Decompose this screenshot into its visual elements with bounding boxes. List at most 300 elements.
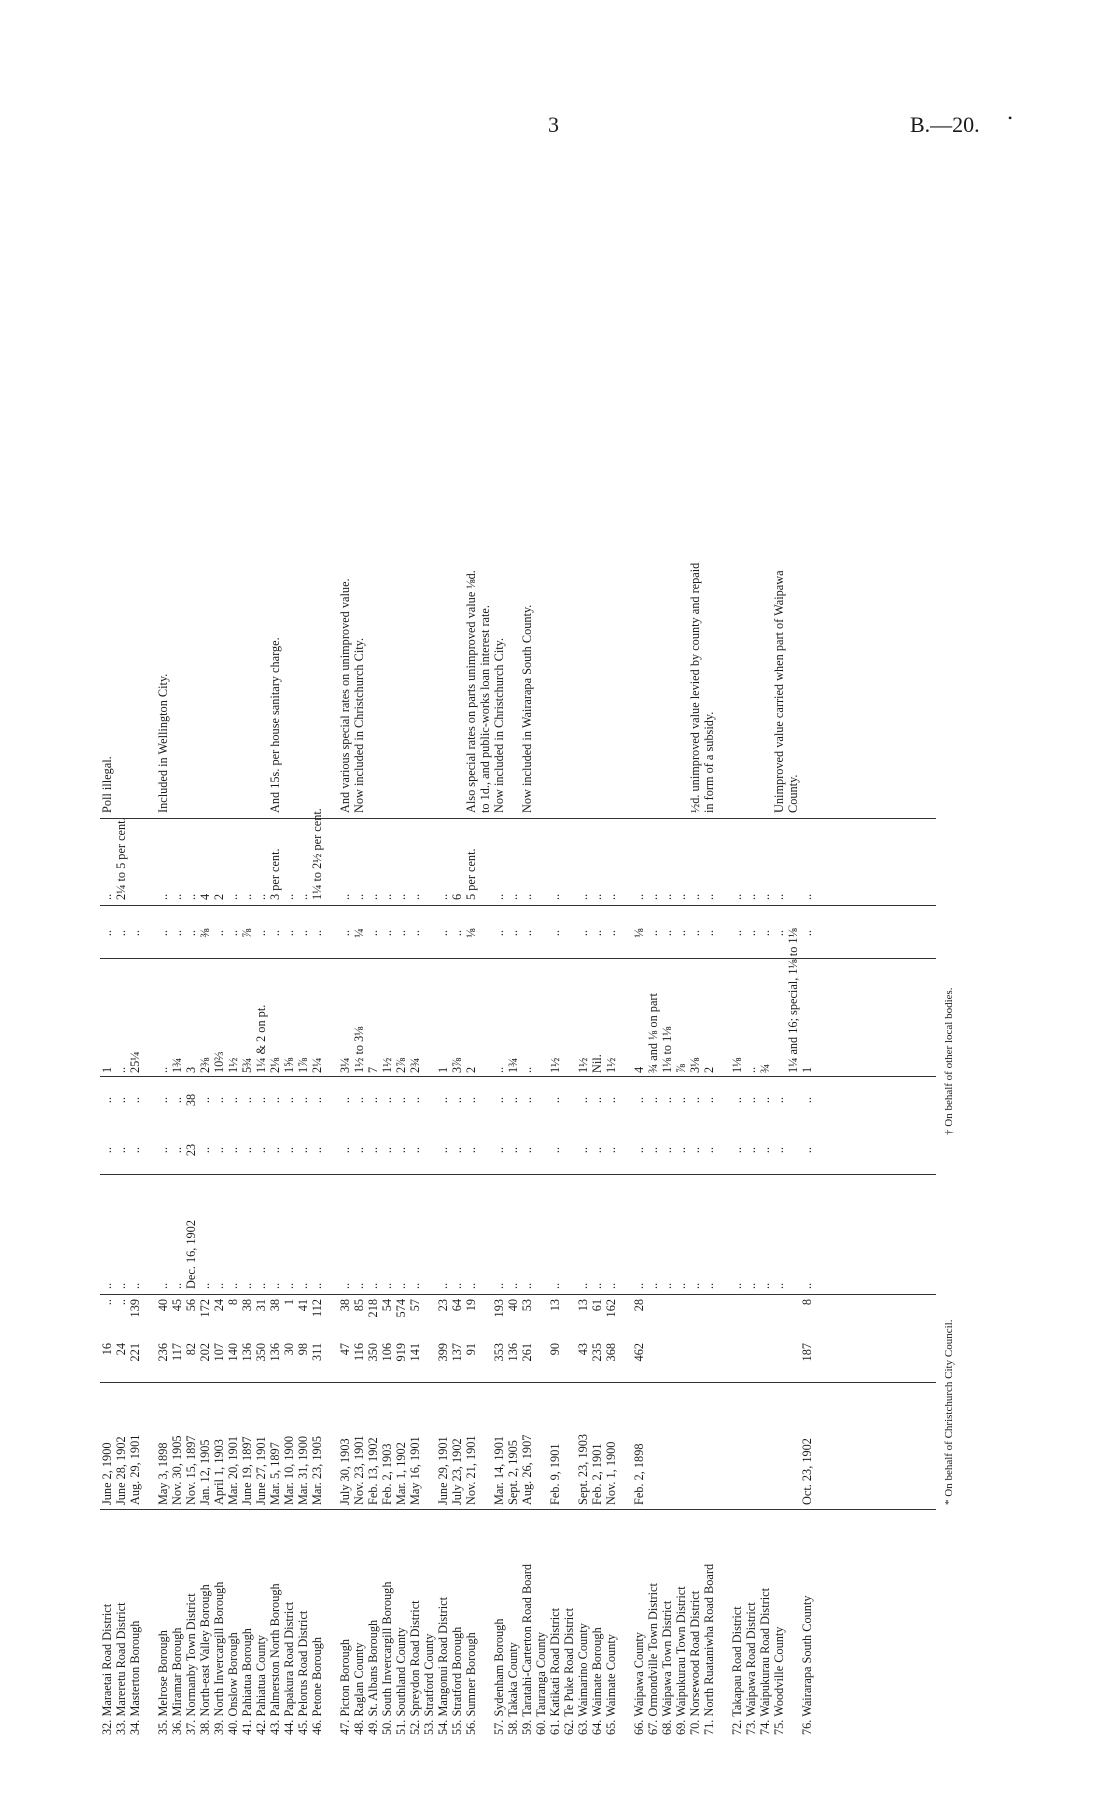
table-cell: .. (296, 1096, 310, 1104)
table-cell: 1¾ (506, 1057, 520, 1073)
table-cell (324, 961, 338, 1073)
table-cell: July 23, 1902 (450, 1438, 464, 1505)
table-cell: .. (282, 1282, 296, 1289)
table-cell: .. (674, 1096, 688, 1104)
table-cell: 2 (702, 1066, 716, 1073)
table-cell: 71. North Ruataniwha Road Board (702, 1563, 716, 1735)
table-cell (534, 1385, 548, 1505)
table-cell (660, 1343, 674, 1379)
table-cell: .. (702, 1282, 716, 1289)
table-cell (562, 173, 576, 813)
table-cell (534, 911, 548, 955)
table-cell: .. (492, 893, 506, 900)
table-cell (646, 1385, 660, 1505)
table-cell: .. (674, 893, 688, 900)
table-cell: .. (394, 893, 408, 900)
table-cell (562, 1080, 576, 1120)
table-cell: .. (268, 1096, 282, 1104)
table-cell: June 28, 1902 (114, 1436, 128, 1505)
table-cell: 187 (800, 1343, 814, 1362)
table-cell: .. (226, 1096, 240, 1104)
table-cell: 5¾ (240, 1057, 254, 1073)
table-cell: 350 (366, 1343, 380, 1362)
table-cell: .. (730, 1146, 744, 1154)
table-cell: .. (114, 1146, 128, 1154)
table-cell (422, 1130, 436, 1170)
table-cell: 2⅛ (268, 1057, 282, 1073)
table-cell: 30 (282, 1343, 296, 1356)
table-cell: June 29, 1901 (436, 1436, 450, 1505)
table-cell: 3⅛ (688, 1057, 702, 1073)
table-cell: 90 (548, 1343, 562, 1356)
table-cell: .. (744, 929, 758, 937)
table-cell: .. (352, 1282, 366, 1289)
table-cell (702, 1343, 716, 1379)
table-cell: 41 (296, 1299, 310, 1312)
table-cell: 218 (366, 1299, 380, 1318)
table-cell (716, 1130, 730, 1170)
table-cell: .. (436, 1146, 450, 1154)
table-cell: Now included in Christchurch City. (352, 637, 366, 813)
table-cell (478, 820, 492, 900)
table-cell: 68. Waipawa Town District (660, 1600, 674, 1735)
table-cell: .. (184, 893, 198, 900)
table-cell: .. (380, 1146, 394, 1154)
table-cell: 6 (450, 893, 464, 900)
table-cell (408, 173, 422, 813)
table-cell: 69. Waipukurau Town District (674, 1586, 688, 1735)
table-cell (534, 820, 548, 900)
table-cell: 51. Southland County (394, 1627, 408, 1735)
table-cell: 56 (184, 1299, 198, 1312)
table-cell: .. (254, 1096, 268, 1104)
table-cell: .. (450, 929, 464, 937)
table-cell: .. (212, 1282, 226, 1289)
table-cell: .. (366, 1096, 380, 1104)
table-cell: .. (492, 929, 506, 937)
table-cell: 172 (198, 1299, 212, 1318)
table-cell (786, 1343, 800, 1379)
votes-for-column (100, 1343, 814, 1379)
table-cell: .. (436, 929, 450, 937)
table-cell (478, 1179, 492, 1289)
table-cell (534, 1130, 548, 1170)
table-cell: 1½ to 3⅛ (352, 1026, 366, 1073)
table-cell: .. (100, 1096, 114, 1104)
table-cell (142, 961, 156, 1073)
table-cell: 136 (240, 1343, 254, 1362)
table-cell: Mar. 23, 1905 (310, 1436, 324, 1505)
table-cell: .. (394, 1096, 408, 1104)
table-cell: .. (548, 893, 562, 900)
table-cell: .. (548, 1282, 562, 1289)
table-cell: Mar. 20, 1901 (226, 1436, 240, 1505)
table-cell: 2⅜ (198, 1057, 212, 1073)
table-cell: ⅛ (632, 928, 646, 938)
remarks-column (100, 173, 814, 813)
table-cell: .. (772, 1096, 786, 1104)
table-cell: .. (128, 1096, 142, 1104)
table-cell: Mar. 1, 1902 (394, 1442, 408, 1505)
table-cell: .. (646, 893, 660, 900)
table-cell: .. (282, 1146, 296, 1154)
table-cell: .. (506, 893, 520, 900)
table-cell: 1⅞ (296, 1057, 310, 1073)
table-cell: .. (380, 1096, 394, 1104)
table-cell: .. (506, 1096, 520, 1104)
table-cell: 54. Mangonui Road District (436, 1597, 450, 1735)
table-cell (674, 1299, 688, 1335)
table-cell: .. (226, 929, 240, 937)
special-rate-column (100, 911, 814, 955)
table-cell: .. (576, 1096, 590, 1104)
table-cell: .. (296, 929, 310, 937)
table-cell: 353 (492, 1343, 506, 1362)
table-cell (786, 911, 800, 955)
table-cell: .. (114, 1299, 128, 1306)
table-cell: 58. Takaka County (506, 1642, 520, 1735)
table-cell: .. (492, 1066, 506, 1073)
table-cell: 1¾ (170, 1057, 184, 1073)
table-cell (674, 1343, 688, 1379)
rescind-votes-against-column (100, 1080, 814, 1120)
table-cell: .. (380, 1282, 394, 1289)
table-cell: .. (268, 929, 282, 937)
table-cell: 1 (436, 1066, 450, 1073)
table-cell (758, 1299, 772, 1335)
table-cell (562, 1385, 576, 1505)
table-cell: 42. Pahiatua County (254, 1634, 268, 1735)
table-cell: .. (226, 1282, 240, 1289)
table-cell: 82 (184, 1343, 198, 1356)
table-cell (758, 1343, 772, 1379)
table-cell (534, 173, 548, 813)
rotated-table (100, 175, 960, 1735)
table-cell: .. (632, 1282, 646, 1289)
table-cell (716, 173, 730, 813)
table-cell (632, 173, 646, 813)
table-cell (240, 173, 254, 813)
table-cell: 91 (464, 1343, 478, 1356)
table-cell (142, 1385, 156, 1505)
table-cell: .. (156, 893, 170, 900)
table-cell (618, 1080, 632, 1120)
table-cell: May 3, 1898 (156, 1442, 170, 1505)
table-cell: .. (366, 893, 380, 900)
table-cell (142, 1299, 156, 1335)
table-cell (324, 173, 338, 813)
table-cell: .. (660, 1146, 674, 1154)
table-cell: .. (520, 1282, 534, 1289)
table-cell (422, 961, 436, 1073)
table-cell (422, 173, 436, 813)
table-cell: Included in Wellington City. (156, 673, 170, 813)
table-cell: 65. Waimate County (604, 1634, 618, 1735)
table-cell: .. (464, 1146, 478, 1154)
table-cell: 116 (352, 1343, 366, 1361)
table-cell: .. (520, 1096, 534, 1104)
table-cell: .. (590, 929, 604, 937)
table-cell: .. (632, 1096, 646, 1104)
table-cell: Mar. 10, 1900 (282, 1436, 296, 1505)
table-cell (772, 961, 786, 1073)
table-cell: 23 (184, 1143, 198, 1157)
table-cell: .. (660, 1282, 674, 1289)
table-cell: .. (100, 1299, 114, 1306)
table-cell (618, 1130, 632, 1170)
table-cell: 60. Tauranga County (534, 1631, 548, 1735)
table-cell: .. (338, 1282, 352, 1289)
table-cell: .. (772, 893, 786, 900)
document-reference: B.—20. (910, 112, 980, 137)
table-cell (436, 173, 450, 813)
table-cell (478, 1385, 492, 1505)
table-cell: 399 (436, 1343, 450, 1362)
table-cell: Nov. 15, 1897 (184, 1435, 198, 1505)
table-cell: ⅞ (240, 928, 254, 938)
table-cell: .. (688, 1096, 702, 1104)
table-cell (324, 1385, 338, 1505)
table-cell: 350 (254, 1343, 268, 1362)
table-cell: Sept. 2, 1905 (506, 1440, 520, 1505)
table-cell: 37. Normanby Town District (184, 1593, 198, 1735)
table-cell: to 1d., and public-works loan interest rate. (478, 605, 492, 813)
table-cell (394, 173, 408, 813)
table-cell: 3⅞ (450, 1057, 464, 1073)
table-cell: Mar. 5, 1897 (268, 1442, 282, 1505)
table-cell: April 1, 1903 (212, 1439, 226, 1505)
table-cell: 462 (632, 1343, 646, 1362)
rate-column (100, 928, 814, 1073)
table-cell: .. (800, 893, 814, 900)
table-cell (716, 1510, 730, 1735)
table-cell: And various special rates on unimproved value. (338, 578, 352, 813)
table-cell: .. (688, 929, 702, 937)
table-cell (562, 1130, 576, 1170)
table-cell: .. (464, 1096, 478, 1104)
table-cell: .. (520, 893, 534, 900)
table-cell: June 27, 1901 (254, 1436, 268, 1505)
table-cell (786, 1299, 800, 1335)
table-cell: .. (800, 929, 814, 937)
table-cell: 76. Wairarapa South County (800, 1595, 814, 1735)
table-cell: .. (450, 1146, 464, 1154)
table-cell: .. (772, 1146, 786, 1154)
table-cell: 75. Woodville County (772, 1626, 786, 1735)
table-cell: .. (744, 1146, 758, 1154)
table-cell: 23 (436, 1299, 450, 1312)
table-cell: 19 (464, 1299, 478, 1312)
table-cell: .. (744, 1066, 758, 1073)
table-cell (576, 173, 590, 813)
table-cell: 54 (380, 1299, 394, 1312)
table-cell: Dec. 16, 1902 (184, 1220, 198, 1289)
table-cell: 45 (170, 1299, 184, 1312)
table-cell: 39. North Invercargill Borough (212, 1581, 226, 1735)
table-cell: .. (506, 929, 520, 937)
table-cell: .. (170, 893, 184, 900)
table-cell (380, 173, 394, 813)
table-cell: 10⅔ (212, 1051, 226, 1073)
table-cell: .. (702, 1096, 716, 1104)
table-cell: .. (772, 929, 786, 937)
table-cell: .. (114, 1066, 128, 1073)
table-cell (478, 1510, 492, 1735)
table-cell (716, 911, 730, 955)
table-cell: .. (338, 1096, 352, 1104)
table-cell: .. (758, 893, 772, 900)
table-cell: .. (240, 1096, 254, 1104)
table-cell (716, 1385, 730, 1505)
table-cell: 1½ (604, 1057, 618, 1073)
table-cell: 1 (282, 1299, 296, 1306)
table-cell (758, 173, 772, 813)
table-cell: 59. Taratahi-Carterton Road Board (520, 1563, 534, 1735)
reference-mark: • (1008, 111, 1013, 125)
table-cell: .. (170, 1096, 184, 1104)
table-cell: .. (170, 1282, 184, 1289)
table-cell: .. (310, 1146, 324, 1154)
table-cell (324, 1299, 338, 1335)
table-cell (618, 961, 632, 1073)
table-cell: .. (408, 1146, 422, 1154)
table-cell: .. (128, 1282, 142, 1289)
column-rule (100, 1174, 936, 1175)
table-cell (758, 1385, 772, 1505)
table-cell (604, 173, 618, 813)
table-cell: 1½ (380, 1057, 394, 1073)
table-cell: 74. Waipukurau Road District (758, 1587, 772, 1735)
table-cell (324, 1080, 338, 1120)
table-cell: 46. Petone Borough (310, 1636, 324, 1735)
table-cell (702, 1299, 716, 1335)
table-cell: .. (576, 929, 590, 937)
table-cell: .. (702, 893, 716, 900)
table-cell: Nov. 23, 1901 (352, 1435, 366, 1505)
table-cell: .. (198, 1146, 212, 1154)
table-cell: 1⅛ to 1⅛ (660, 1026, 674, 1073)
table-cell: 56. Sumner Borough (464, 1632, 478, 1735)
table-cell (324, 1130, 338, 1170)
table-cell: 35. Melrose Borough (156, 1630, 170, 1735)
table-cell: 202 (198, 1343, 212, 1362)
table-cell: Aug. 26, 1907 (520, 1434, 534, 1505)
table-cell: 53. Stratford County (422, 1633, 436, 1735)
table-cell: 311 (310, 1343, 324, 1361)
table-cell (422, 1299, 436, 1335)
table-cell: .. (282, 893, 296, 900)
table-cell: 48. Raglan County (352, 1642, 366, 1735)
table-cell: .. (674, 1282, 688, 1289)
footnote-second: † On behalf of other local bodies. (943, 987, 955, 1135)
column-rule (100, 905, 936, 906)
table-cell: .. (464, 1282, 478, 1289)
table-cell: 34. Masterton Borough (128, 1620, 142, 1735)
table-cell: .. (590, 1096, 604, 1104)
table-cell: 41. Pahiatua Borough (240, 1628, 254, 1735)
table-cell: .. (520, 1066, 534, 1073)
table-cell: 24 (114, 1343, 128, 1356)
table-cell (786, 1179, 800, 1289)
table-cell: .. (492, 1146, 506, 1154)
table-cell (618, 1343, 632, 1379)
table-cell: .. (156, 929, 170, 937)
table-cell: 2 (464, 1066, 478, 1073)
table-cell: .. (576, 893, 590, 900)
table-cell (422, 1343, 436, 1379)
table-cell (646, 1299, 660, 1335)
table-cell: 1½ (226, 1057, 240, 1073)
table-cell (296, 173, 310, 813)
table-cell: .. (380, 929, 394, 937)
table-cell (772, 1343, 786, 1379)
table-cell: .. (114, 1096, 128, 1104)
table-cell: .. (730, 929, 744, 937)
table-cell: 1 (800, 1066, 814, 1073)
table-cell (282, 173, 296, 813)
table-cell: 137 (450, 1343, 464, 1362)
column-rule (100, 1382, 936, 1383)
table-cell: 38 (268, 1299, 282, 1312)
table-cell: 5 per cent. (464, 848, 478, 900)
table-cell: .. (408, 1282, 422, 1289)
table-cell: Feb. 13, 1902 (366, 1437, 380, 1505)
table-cell (422, 1385, 436, 1505)
table-cell (688, 1343, 702, 1379)
table-cell: .. (254, 1146, 268, 1154)
table-cell: 162 (604, 1299, 618, 1318)
table-cell: 64 (450, 1299, 464, 1312)
table-cell (478, 1299, 492, 1335)
table-cell: .. (436, 1096, 450, 1104)
table-cell: Mar. 14, 1901 (492, 1436, 506, 1505)
table-cell (744, 1299, 758, 1335)
page-number: 3 (548, 112, 559, 137)
column-rule (100, 1294, 936, 1295)
table-cell (548, 173, 562, 813)
table-cell: ⅜ (198, 928, 212, 938)
table-cell (422, 911, 436, 955)
table-cell: .. (548, 1096, 562, 1104)
table-cell: 57 (408, 1299, 422, 1312)
table-cell: 49. St. Albans Borough (366, 1619, 380, 1735)
table-cell: .. (450, 1282, 464, 1289)
table-cell: Mar. 31, 1900 (296, 1436, 310, 1505)
table-cell: .. (800, 1282, 814, 1289)
column-rule (100, 1076, 936, 1077)
table-cell (478, 1130, 492, 1170)
table-cell: .. (100, 1282, 114, 1289)
table-cell: 4 (198, 893, 212, 900)
table-cell: .. (758, 1096, 772, 1104)
table-cell (324, 911, 338, 955)
table-cell: 32. Maraetai Road District (100, 1603, 114, 1735)
table-cell: 107 (212, 1343, 226, 1362)
table-cell: .. (604, 1282, 618, 1289)
table-cell: .. (660, 929, 674, 937)
table-cell: .. (548, 929, 562, 937)
table-cell (646, 1343, 660, 1379)
table-cell: 40. Onslow Borough (226, 1632, 240, 1735)
table-cell: 2¾ (408, 1057, 422, 1073)
table-cell: .. (352, 893, 366, 900)
table-cell: .. (310, 1282, 324, 1289)
table-cell: 47 (338, 1343, 352, 1356)
table-cell: in form of a subsidy. (702, 711, 716, 813)
table-cell: 44. Papakura Road District (282, 1601, 296, 1735)
table-cell: .. (296, 1146, 310, 1154)
table-cell: July 30, 1903 (338, 1438, 352, 1505)
